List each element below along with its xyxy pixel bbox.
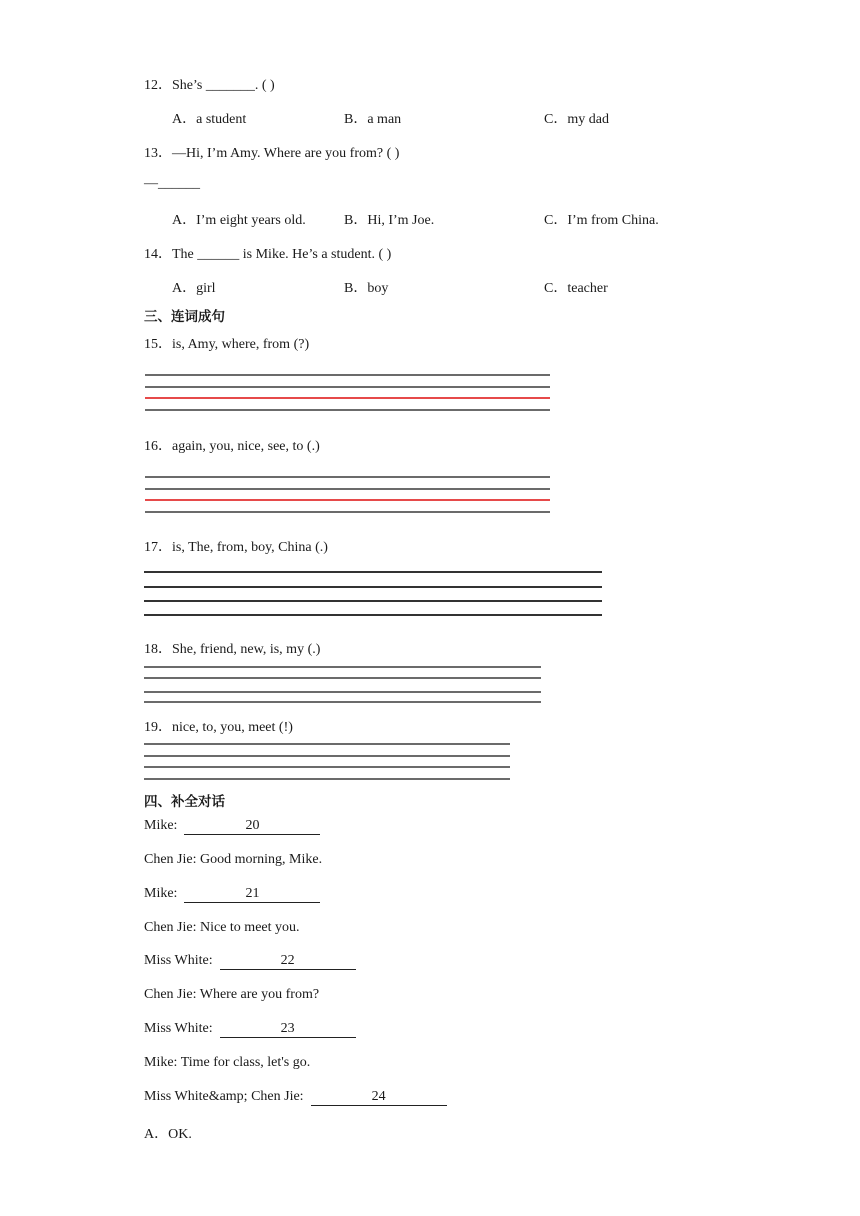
question-text: She, friend, new, is, my (.) [172, 642, 321, 657]
question-text: is, Amy, where, from (?) [172, 337, 310, 352]
answer-option[interactable]: A．OK. [144, 1127, 192, 1142]
question-17 [144, 536, 328, 556]
answer-blank[interactable]: 24 [311, 1089, 447, 1106]
dialogue-line [144, 953, 356, 970]
speaker: Miss White&amp; Chen Jie: [144, 1089, 304, 1104]
writing-line [144, 701, 541, 703]
dialogue-line: Mike: Time for class, let's go. [144, 1055, 311, 1070]
writing-line-red [145, 397, 550, 399]
question-14 [144, 243, 391, 263]
option-b[interactable]: B．Hi, I’m Joe. [344, 213, 435, 228]
question-text: is, The, from, boy, China (.) [172, 540, 328, 555]
speaker: Mike: [144, 886, 178, 901]
option-a[interactable]: A．girl [172, 281, 216, 296]
writing-line [145, 374, 550, 376]
speaker: Mike: [144, 818, 178, 833]
question-number: 13． [144, 146, 172, 161]
writing-line [144, 755, 510, 757]
answer-blank[interactable]: 22 [220, 953, 356, 970]
question-19 [144, 716, 293, 736]
question-13 [144, 142, 399, 162]
question-12 [144, 74, 275, 94]
question-18 [144, 638, 320, 658]
dialogue-line [144, 1089, 447, 1106]
question-number: 18． [144, 642, 172, 657]
question-text: nice, to, you, meet (!) [172, 720, 293, 735]
dialogue-line: Chen Jie: Nice to meet you. [144, 920, 300, 935]
writing-line [145, 511, 550, 513]
option-c[interactable]: C．teacher [544, 281, 608, 296]
writing-line [144, 691, 541, 693]
question-number: 15． [144, 337, 172, 352]
section-title-4: 四、补全对话 [144, 794, 225, 810]
writing-line [145, 386, 550, 388]
option-c[interactable]: C．I’m from China. [544, 213, 659, 228]
dialogue-line: Chen Jie: Where are you from? [144, 987, 320, 1002]
dialogue-line [144, 818, 320, 835]
option-a[interactable]: A．a student [172, 112, 247, 127]
option-c[interactable]: C．my dad [544, 112, 609, 127]
writing-line [145, 409, 550, 411]
question-text: again, you, nice, see, to (.) [172, 439, 320, 454]
question-15 [144, 333, 309, 353]
writing-line [145, 476, 550, 478]
dialogue-line [144, 886, 320, 903]
question-text: —Hi, I’m Amy. Where are you from? ( ) [172, 146, 400, 161]
speaker: Miss White: [144, 953, 213, 968]
writing-line [144, 586, 602, 588]
writing-line [144, 600, 602, 602]
question-number: 16． [144, 439, 172, 454]
option-b[interactable]: B．boy [344, 281, 389, 296]
speaker: Miss White: [144, 1021, 213, 1036]
writing-line [144, 614, 602, 616]
question-number: 17． [144, 540, 172, 555]
question-text: She’s _______. ( ) [172, 78, 275, 93]
option-a[interactable]: A．I’m eight years old. [172, 213, 306, 228]
question-number: 12． [144, 78, 172, 93]
question-number: 19． [144, 720, 172, 735]
answer-blank[interactable]: 23 [220, 1021, 356, 1038]
answer-blank[interactable]: 21 [184, 886, 320, 903]
question-13-reply: —______ [144, 176, 200, 191]
writing-line [144, 743, 510, 745]
question-text: The ______ is Mike. He’s a student. ( ) [172, 247, 392, 262]
writing-line [144, 677, 541, 679]
dialogue-line [144, 1021, 356, 1038]
section-title-3: 三、连词成句 [144, 309, 225, 325]
option-b[interactable]: B．a man [344, 112, 402, 127]
writing-line [145, 488, 550, 490]
question-16 [144, 435, 320, 455]
question-number: 14． [144, 247, 172, 262]
writing-line [144, 778, 510, 780]
dialogue-line: Chen Jie: Good morning, Mike. [144, 852, 323, 867]
writing-line [144, 571, 602, 573]
writing-line [144, 766, 510, 768]
writing-line [144, 666, 541, 668]
writing-line-red [145, 499, 550, 501]
answer-blank[interactable]: 20 [184, 818, 320, 835]
